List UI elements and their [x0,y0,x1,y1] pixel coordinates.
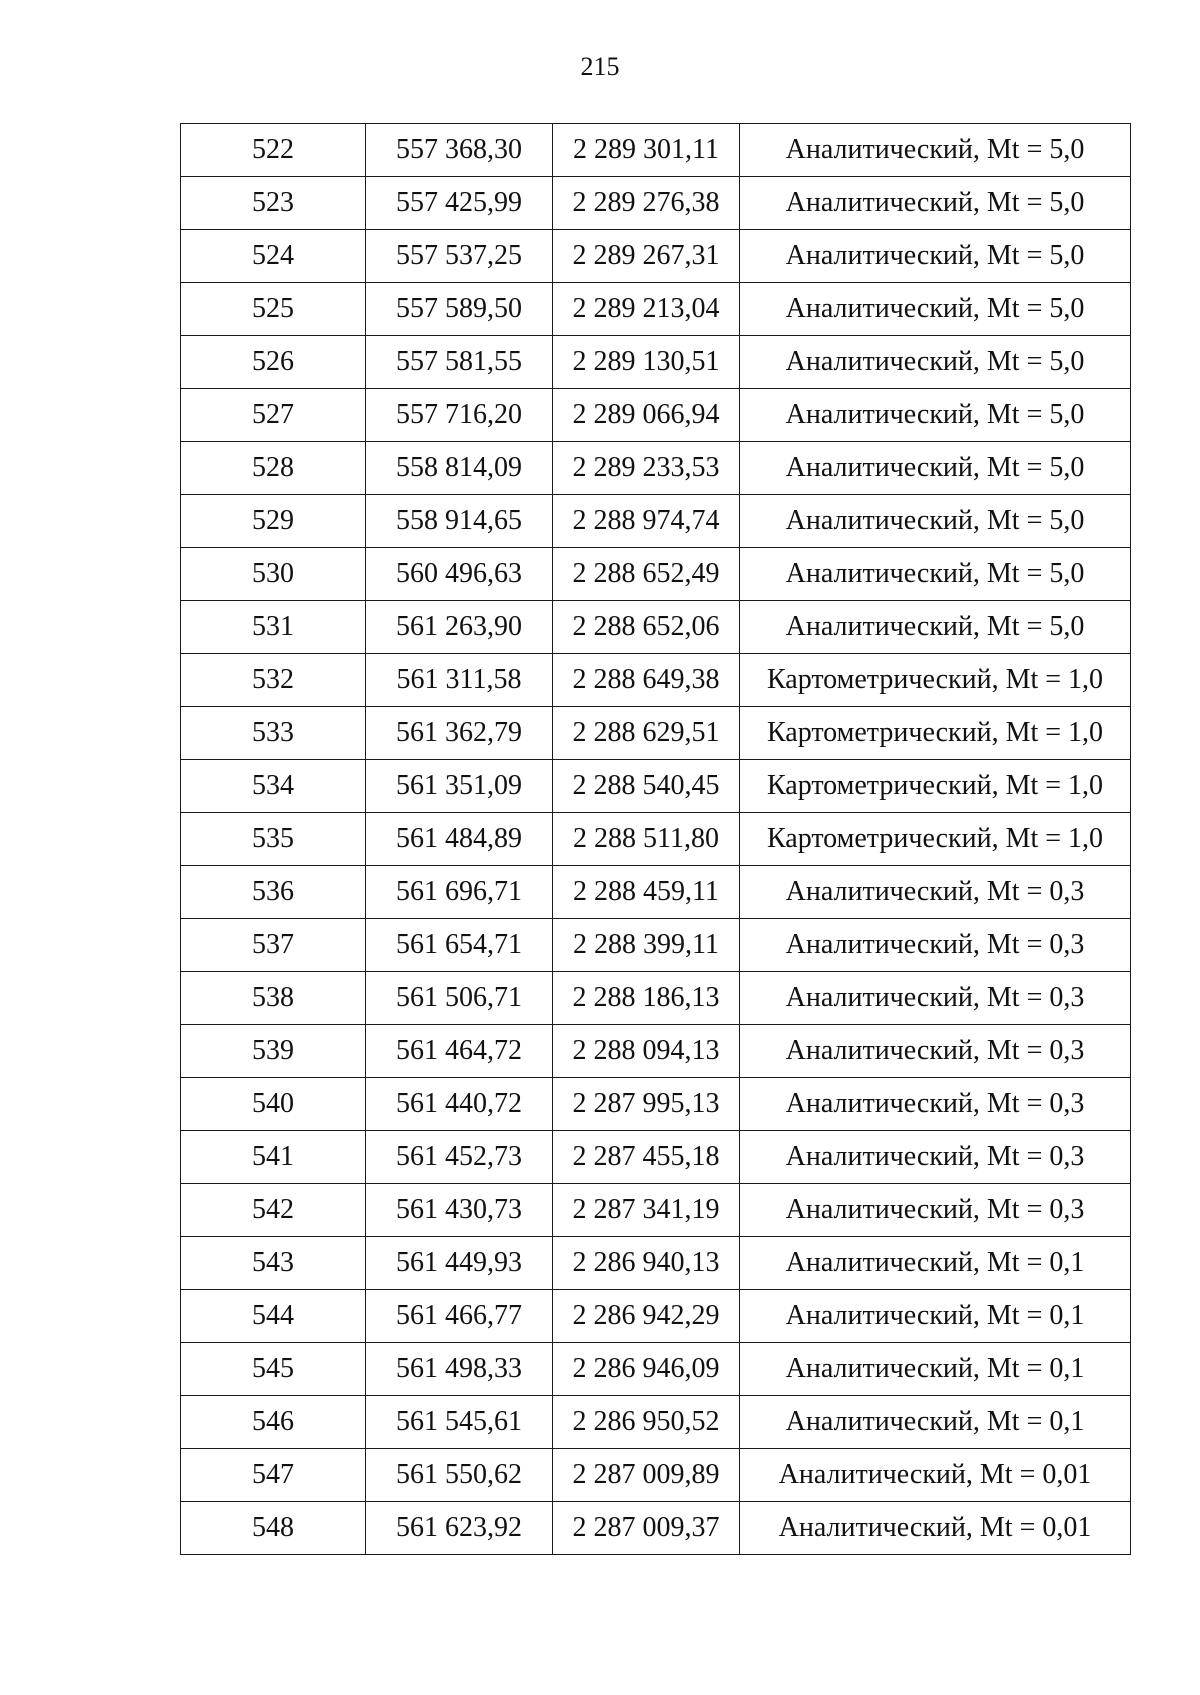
point-number-cell: 530 [181,548,366,601]
method-cell: Аналитический, Mt = 0,1 [740,1237,1131,1290]
point-number-cell: 535 [181,813,366,866]
method-cell: Аналитический, Mt = 0,3 [740,1078,1131,1131]
table-row [181,707,1131,760]
x-coordinate-cell: 557 716,20 [366,389,553,442]
x-coordinate-cell: 561 263,90 [366,601,553,654]
point-number-cell: 539 [181,1025,366,1078]
y-coordinate-cell: 2 287 455,18 [553,1131,740,1184]
method-cell: Аналитический, Mt = 5,0 [740,283,1131,336]
table-row [181,230,1131,283]
point-number-cell: 537 [181,919,366,972]
y-coordinate-cell: 2 286 942,29 [553,1290,740,1343]
x-coordinate-cell: 557 537,25 [366,230,553,283]
table-row [181,336,1131,389]
table-row [181,813,1131,866]
table-row [181,1396,1131,1449]
y-coordinate-cell: 2 286 946,09 [553,1343,740,1396]
method-cell: Аналитический, Mt = 5,0 [740,495,1131,548]
method-cell: Аналитический, Mt = 0,1 [740,1396,1131,1449]
y-coordinate-cell: 2 288 540,45 [553,760,740,813]
point-number-cell: 547 [181,1449,366,1502]
table-row [181,442,1131,495]
table-row [181,283,1131,336]
table-row [181,495,1131,548]
x-coordinate-cell: 561 623,92 [366,1502,553,1555]
coordinates-table-body [181,124,1131,1555]
method-cell: Аналитический, Mt = 5,0 [740,124,1131,177]
method-cell: Аналитический, Mt = 5,0 [740,177,1131,230]
method-cell: Картометрический, Mt = 1,0 [740,654,1131,707]
point-number-cell: 523 [181,177,366,230]
y-coordinate-cell: 2 287 009,37 [553,1502,740,1555]
y-coordinate-cell: 2 288 399,11 [553,919,740,972]
method-cell: Аналитический, Mt = 5,0 [740,389,1131,442]
table-row [181,1290,1131,1343]
method-cell: Аналитический, Mt = 0,3 [740,972,1131,1025]
method-cell: Аналитический, Mt = 0,3 [740,919,1131,972]
y-coordinate-cell: 2 287 341,19 [553,1184,740,1237]
table-row [181,654,1131,707]
point-number-cell: 548 [181,1502,366,1555]
point-number-cell: 524 [181,230,366,283]
y-coordinate-cell: 2 287 009,89 [553,1449,740,1502]
y-coordinate-cell: 2 286 940,13 [553,1237,740,1290]
point-number-cell: 543 [181,1237,366,1290]
method-cell: Аналитический, Mt = 0,01 [740,1449,1131,1502]
page-number: 215 [580,52,620,81]
table-row [181,866,1131,919]
method-cell: Картометрический, Mt = 1,0 [740,760,1131,813]
table-row [181,548,1131,601]
y-coordinate-cell: 2 288 974,74 [553,495,740,548]
point-number-cell: 540 [181,1078,366,1131]
point-number-cell: 528 [181,442,366,495]
method-cell: Картометрический, Mt = 1,0 [740,813,1131,866]
x-coordinate-cell: 561 311,58 [366,654,553,707]
point-number-cell: 533 [181,707,366,760]
x-coordinate-cell: 561 464,72 [366,1025,553,1078]
y-coordinate-cell: 2 288 186,13 [553,972,740,1025]
method-cell: Аналитический, Mt = 5,0 [740,548,1131,601]
method-cell: Аналитический, Mt = 0,3 [740,1184,1131,1237]
point-number-cell: 536 [181,866,366,919]
y-coordinate-cell: 2 288 652,06 [553,601,740,654]
point-number-cell: 525 [181,283,366,336]
x-coordinate-cell: 561 696,71 [366,866,553,919]
y-coordinate-cell: 2 289 276,38 [553,177,740,230]
x-coordinate-cell: 561 449,93 [366,1237,553,1290]
table-row [181,1078,1131,1131]
point-number-cell: 546 [181,1396,366,1449]
method-cell: Аналитический, Mt = 0,3 [740,866,1131,919]
x-coordinate-cell: 557 589,50 [366,283,553,336]
method-cell: Аналитический, Mt = 5,0 [740,442,1131,495]
x-coordinate-cell: 561 545,61 [366,1396,553,1449]
table-row [181,389,1131,442]
table-row [181,760,1131,813]
method-cell: Аналитический, Mt = 0,1 [740,1343,1131,1396]
method-cell: Аналитический, Mt = 5,0 [740,601,1131,654]
table-row [181,1131,1131,1184]
point-number-cell: 532 [181,654,366,707]
point-number-cell: 531 [181,601,366,654]
y-coordinate-cell: 2 289 213,04 [553,283,740,336]
y-coordinate-cell: 2 286 950,52 [553,1396,740,1449]
table-row [181,1025,1131,1078]
x-coordinate-cell: 560 496,63 [366,548,553,601]
x-coordinate-cell: 558 914,65 [366,495,553,548]
y-coordinate-cell: 2 288 511,80 [553,813,740,866]
y-coordinate-cell: 2 289 301,11 [553,124,740,177]
y-coordinate-cell: 2 288 649,38 [553,654,740,707]
point-number-cell: 538 [181,972,366,1025]
table-row [181,1237,1131,1290]
x-coordinate-cell: 561 452,73 [366,1131,553,1184]
y-coordinate-cell: 2 288 094,13 [553,1025,740,1078]
table-row [181,124,1131,177]
table-row [181,601,1131,654]
method-cell: Аналитический, Mt = 5,0 [740,230,1131,283]
x-coordinate-cell: 561 498,33 [366,1343,553,1396]
y-coordinate-cell: 2 289 233,53 [553,442,740,495]
x-coordinate-cell: 561 362,79 [366,707,553,760]
point-number-cell: 542 [181,1184,366,1237]
y-coordinate-cell: 2 289 267,31 [553,230,740,283]
x-coordinate-cell: 561 430,73 [366,1184,553,1237]
table-row [181,919,1131,972]
point-number-cell: 529 [181,495,366,548]
point-number-cell: 526 [181,336,366,389]
coordinates-table [180,123,1131,1555]
y-coordinate-cell: 2 287 995,13 [553,1078,740,1131]
method-cell: Аналитический, Mt = 0,1 [740,1290,1131,1343]
point-number-cell: 534 [181,760,366,813]
y-coordinate-cell: 2 288 459,11 [553,866,740,919]
point-number-cell: 544 [181,1290,366,1343]
table-row [181,177,1131,230]
point-number-cell: 545 [181,1343,366,1396]
table-row [181,1343,1131,1396]
x-coordinate-cell: 558 814,09 [366,442,553,495]
method-cell: Аналитический, Mt = 0,3 [740,1025,1131,1078]
table-row [181,1184,1131,1237]
point-number-cell: 522 [181,124,366,177]
x-coordinate-cell: 561 484,89 [366,813,553,866]
method-cell: Картометрический, Mt = 1,0 [740,707,1131,760]
y-coordinate-cell: 2 288 629,51 [553,707,740,760]
x-coordinate-cell: 561 466,77 [366,1290,553,1343]
method-cell: Аналитический, Mt = 5,0 [740,336,1131,389]
y-coordinate-cell: 2 289 066,94 [553,389,740,442]
x-coordinate-cell: 557 425,99 [366,177,553,230]
y-coordinate-cell: 2 288 652,49 [553,548,740,601]
point-number-cell: 527 [181,389,366,442]
x-coordinate-cell: 561 351,09 [366,760,553,813]
x-coordinate-cell: 561 440,72 [366,1078,553,1131]
x-coordinate-cell: 557 368,30 [366,124,553,177]
x-coordinate-cell: 561 506,71 [366,972,553,1025]
x-coordinate-cell: 561 550,62 [366,1449,553,1502]
x-coordinate-cell: 557 581,55 [366,336,553,389]
x-coordinate-cell: 561 654,71 [366,919,553,972]
point-number-cell: 541 [181,1131,366,1184]
table-row [181,1502,1131,1555]
method-cell: Аналитический, Mt = 0,01 [740,1502,1131,1555]
y-coordinate-cell: 2 289 130,51 [553,336,740,389]
table-row [181,1449,1131,1502]
method-cell: Аналитический, Mt = 0,3 [740,1131,1131,1184]
table-row [181,972,1131,1025]
